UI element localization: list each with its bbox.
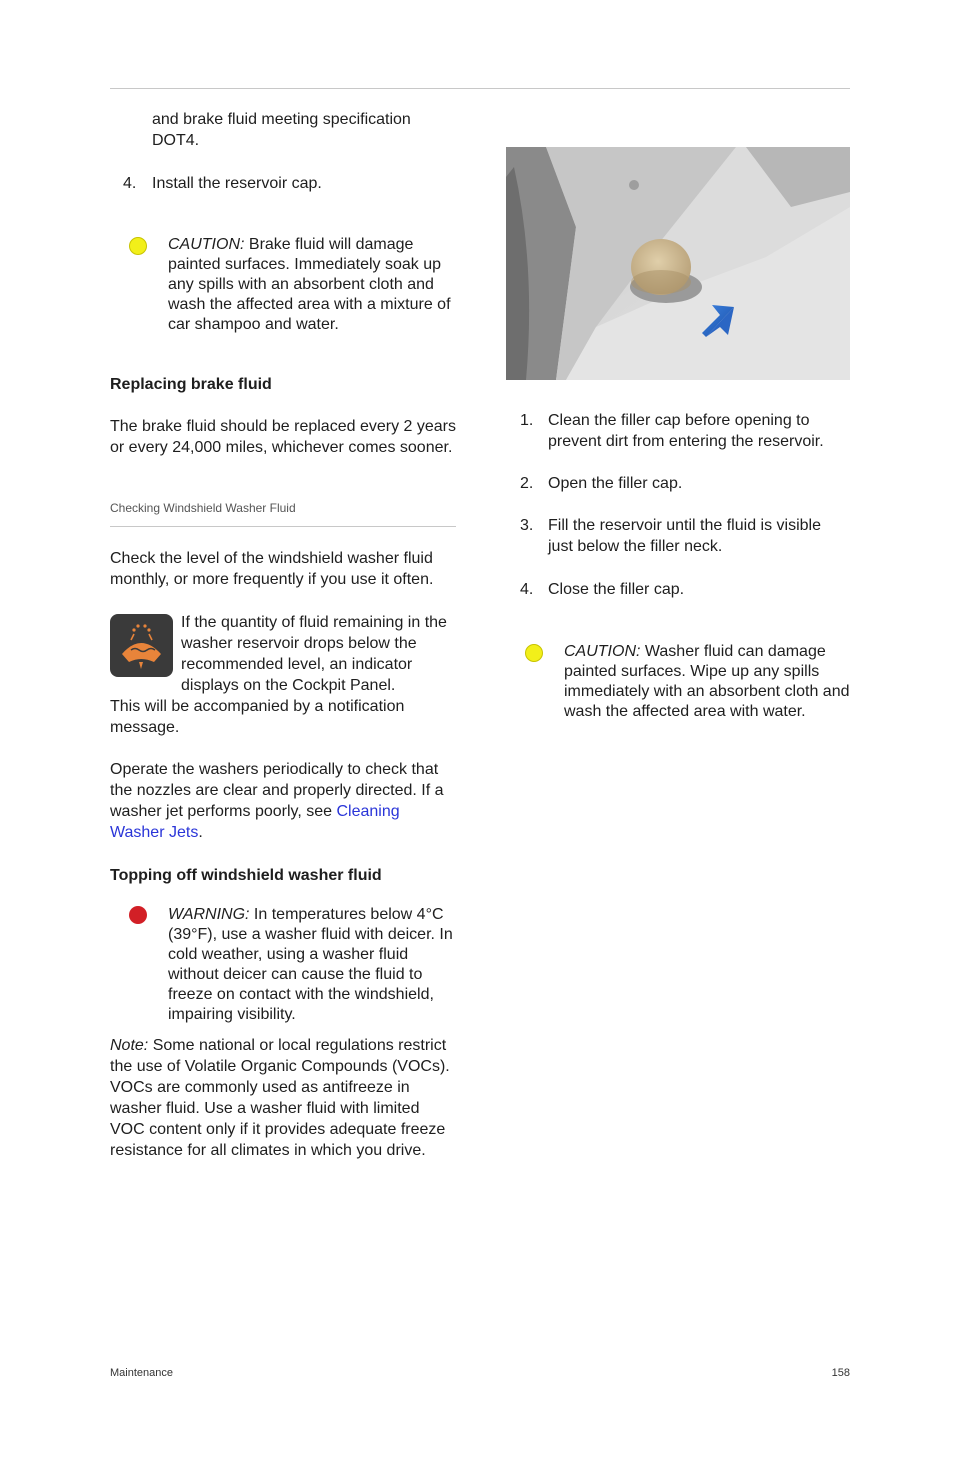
- step-4-number: 4.: [123, 175, 137, 192]
- header-rule: [110, 88, 850, 89]
- caution-washer-fluid: [564, 642, 854, 722]
- caution-label: CAUTION:: [168, 236, 245, 253]
- replacing-heading: Replacing brake fluid: [110, 376, 272, 393]
- caution-label: CAUTION:: [564, 643, 641, 660]
- step-4-text: Install the reservoir cap.: [152, 175, 322, 192]
- notification-text: This will be accompanied by a notification message.: [110, 698, 405, 736]
- warning-text: In temperatures below 4°C (39°F), use a washer fluid with deicer. In cold weather, using a washer fluid without deicer can cause the fluid to freeze on contact with the windshield, impairing visibility.: [168, 906, 453, 1023]
- right-step-2-number: 2.: [520, 475, 534, 492]
- operate-body: Operate the washers periodically to check that the nozzles are clear and properly directed. If a washer jet performs poorly, see: [110, 761, 444, 820]
- footer-page-number: 158: [831, 1367, 850, 1379]
- caution-dot-icon: [129, 237, 147, 255]
- section-rule: [110, 526, 456, 527]
- warning-label: WARNING:: [168, 906, 250, 923]
- topping-heading: Topping off windshield washer fluid: [110, 867, 382, 884]
- caution-text: Washer fluid can damage painted surfaces. Wipe up any spills immediately with an absorbent cloth and wash the affected area with water.: [564, 643, 850, 720]
- note-label: Note:: [110, 1037, 149, 1054]
- footer-section: Maintenance: [110, 1367, 173, 1379]
- warning-dot-icon: [129, 906, 147, 924]
- indicator-text: If the quantity of fluid remaining in the washer reservoir drops below the recommended level, an indicator displays on the Cockpit Panel.: [181, 614, 447, 694]
- washer-reservoir-photo: [506, 147, 850, 380]
- caution-dot-icon: [525, 644, 543, 662]
- right-step-1-text: Clean the filler cap before opening to prevent dirt from entering the reservoir.: [548, 412, 824, 450]
- right-step-4-text: Close the filler cap.: [548, 581, 685, 598]
- right-step-1-number: 1.: [520, 412, 534, 429]
- operate-text: [110, 759, 456, 843]
- right-step-3-text: Fill the reservoir until the fluid is visible just below the filler neck.: [548, 517, 821, 555]
- warning-washer-fluid: [168, 905, 458, 1025]
- right-step-3-number: 3.: [520, 517, 534, 534]
- cleaning-washer-jets-link[interactable]: Cleaning Washer Jets: [110, 803, 400, 841]
- right-step-2-text: Open the filler cap.: [548, 475, 683, 492]
- note-text: Some national or local regulations restrict the use of Volatile Organic Compounds (VOCs). VOCs are commonly used as antifreeze in washer fluid. Use a washer fluid with limited VOC content only if it provides adequate freeze resistance for all climates in which you drive.: [110, 1037, 450, 1159]
- continued-step-text: and brake fluid meeting specification DOT4.: [152, 111, 411, 149]
- caution-text: Brake fluid will damage painted surfaces. Immediately soak up any spills with an absorbent cloth and wash the affected area with a mixture of car shampoo and water.: [168, 236, 451, 333]
- replacing-text: The brake fluid should be replaced every 2 years or every 24,000 miles, whichever comes sooner.: [110, 418, 456, 456]
- caution-brake-fluid: [168, 235, 458, 335]
- section-title: Checking Windshield Washer Fluid: [110, 501, 296, 515]
- check-text: Check the level of the windshield washer fluid monthly, or more frequently if you use it often.: [110, 550, 434, 588]
- operate-end: .: [198, 824, 203, 841]
- washer-fluid-low-icon: [110, 614, 173, 677]
- right-step-4-number: 4.: [520, 581, 534, 598]
- note-paragraph: [110, 1035, 456, 1161]
